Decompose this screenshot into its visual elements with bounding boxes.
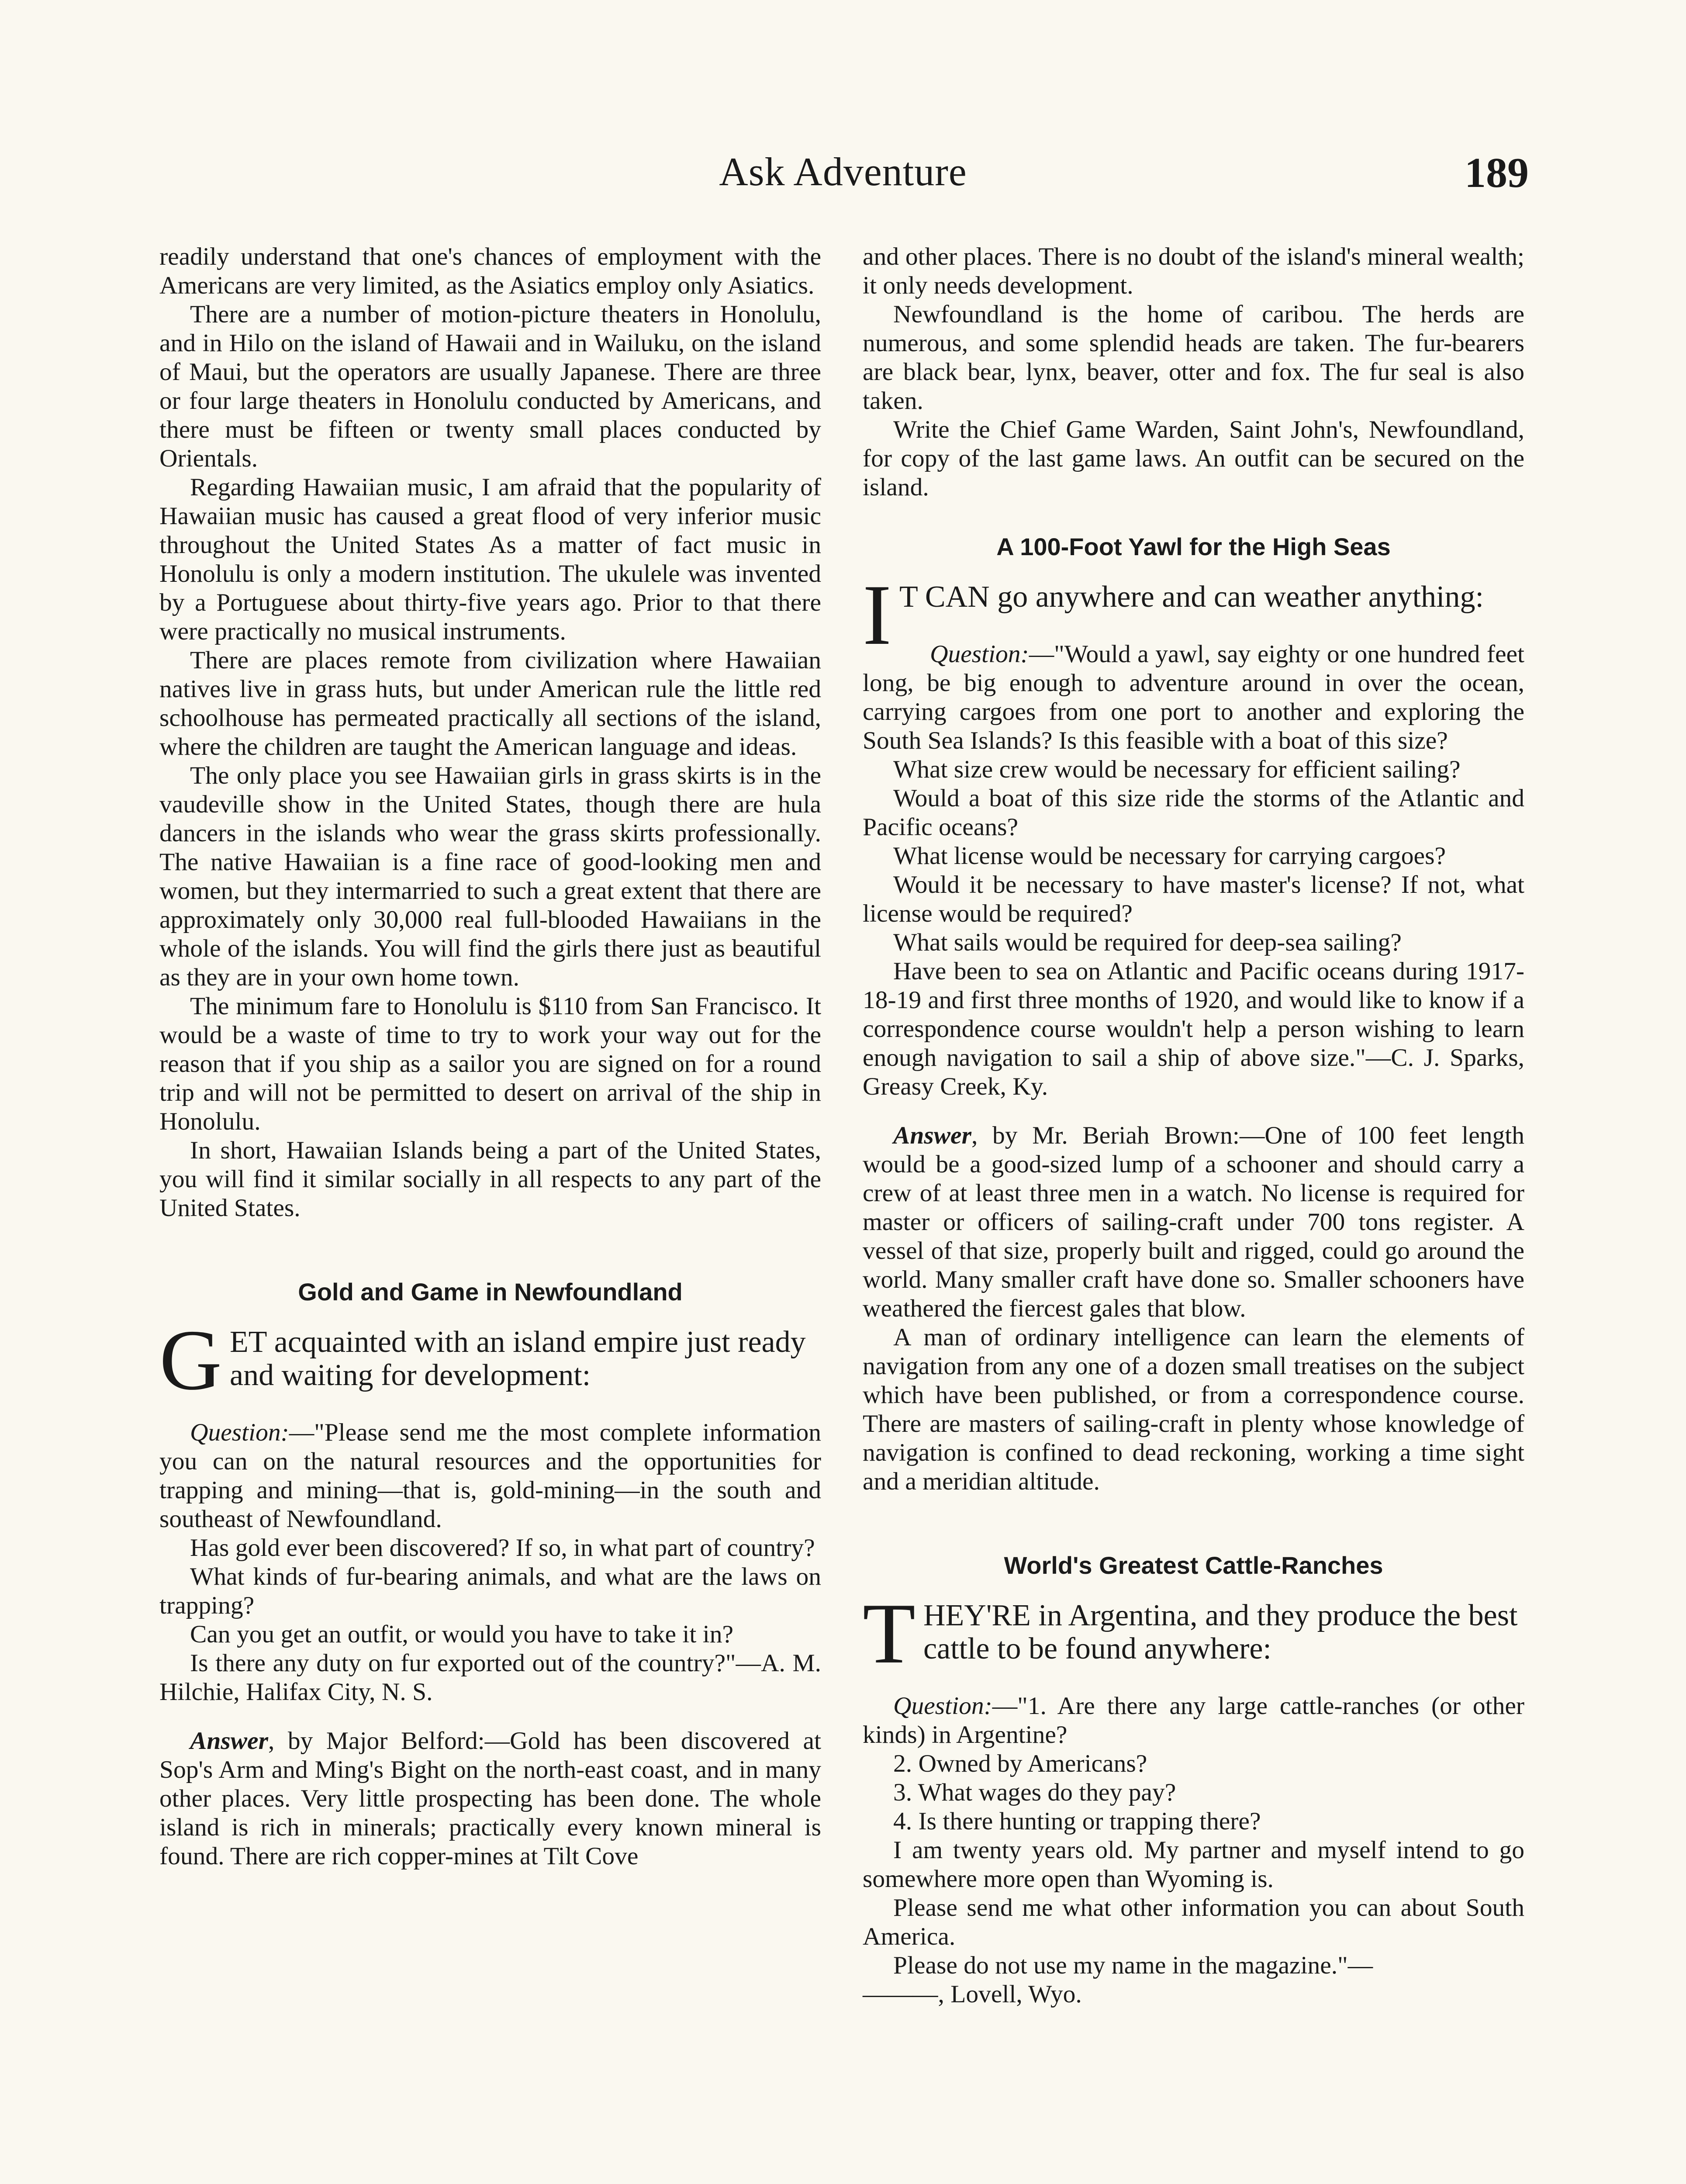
running-title: Ask Adventure	[719, 149, 967, 194]
question-line: Has gold ever been discovered? If so, in what part of country?	[190, 1534, 815, 1562]
question-line: Have been to sea on Atlantic and Pacific oceans during 1917-18-19 and first three months of 1920, and would like to know if a correspondence course wouldn't help a person wishing to learn enough navigation to sail a ship of above size."—C. J. Sparks, Greasy Creek, Ky.	[863, 957, 1524, 1100]
section-lead	[863, 1586, 1524, 1681]
paragraph: There are a number of motion-picture theaters in Honolulu, and in Hilo on the island of Hawaii and in Wailuku, on the island of Maui, but the operators are usually Japanese. There are three or four large theaters in Honolulu conducted by Americans, and there must be fifteen or twenty small places conducted by Orientals.	[159, 301, 821, 472]
question-line: I am twenty years old. My partner and myself intend to go somewhere more open than Wyoming is.	[863, 1836, 1524, 1893]
left-column	[159, 242, 821, 1871]
question-line: Would it be necessary to have master's license? If not, what license would be required?	[863, 871, 1524, 927]
paragraph: readily understand that one's chances of employment with the Americans are very limited, as the Asiatics employ only Asiatics.	[159, 243, 821, 299]
paragraph: The only place you see Hawaiian girls in grass skirts is in the vaudeville show in the United States, though there are hula dancers in the islands who wear the grass skirts professionally. The native Hawaiian is a fine race of good-looking men and women, but they intermarried to such a great extent that there are approximately only 30,000 real full-blooded Hawaiians in the whole of the islands. You will find the girls there just as beautiful as they are in your own home town.	[159, 762, 821, 991]
question-line: 3. What wages do they pay?	[893, 1779, 1176, 1806]
question-line: 2. Owned by Americans?	[893, 1750, 1147, 1777]
question-paragraph	[863, 640, 1524, 755]
lead-text: ET acquainted with an island empire just ready and waiting for development:	[230, 1325, 806, 1392]
question-line: Would a boat of this size ride the storms of the Atlantic and Pacific oceans?	[863, 784, 1524, 841]
answer-text: , by Mr. Beriah Brown:—One of 100 feet length would be a good-sized lump of a schooner and should carry a crew of at least three men in a watch. No license is required for master or officers of sailing-craft under 700 tons register. A vessel of that size, properly built and rigged, could go around the world. Many smaller craft have done so. Smaller schooners have weathered the fiercest gales that blow.	[863, 1122, 1524, 1322]
question-text: —"1. Are there any large cattle-ranches (or other kinds) in Argentine?	[863, 1692, 1524, 1749]
question-line: 4. Is there hunting or trapping there?	[893, 1807, 1261, 1835]
question-line: Please do not use my name in the magazine."—	[893, 1952, 1373, 1979]
answer-paragraph: A man of ordinary intelligence can learn the elements of navigation from any one of a dozen small treatises on the subject which have been published, or from a correspondence course. There are masters of sailing-craft in plenty whose knowledge of navigation is confined to dead reckoning, working a time sight and a meridian altitude.	[863, 1324, 1524, 1495]
question-line: Please send me what other information you can about South America.	[863, 1894, 1524, 1950]
question-line: Is there any duty on fur exported out of the country?"—A. M. Hilchie, Halifax City, N. S.	[159, 1649, 821, 1706]
paragraph: The minimum fare to Honolulu is $110 from San Francisco. It would be a waste of time to try to work your way out for the reason that if you ship as a sailor you are signed on for a round trip and will not be permitted to desert on arrival of the ship in Honolulu.	[159, 992, 821, 1135]
question-text: —"Please send me the most complete information you can on the natural resources and the opportunities for trapping and mining—that is, gold-mining—in the south and southeast of Newfoundland.	[159, 1419, 821, 1533]
question-line: What kinds of fur-bearing animals, and what are the laws on trapping?	[159, 1563, 821, 1619]
question-line: What sails would be required for deep-sea sailing?	[893, 929, 1402, 956]
answer-text: , by Major Belford:—Gold has been discovered at Sop's Arm and Ming's Bight on the north-east coast, and in many other places. Very little prospecting has been done. The whole island is rich in minerals; practically every known mineral is found. There are rich copper-mines at Tilt Cove	[159, 1727, 821, 1870]
question-line: What license would be necessary for carrying cargoes?	[893, 842, 1446, 870]
page-number: 189	[1465, 149, 1529, 197]
drop-cap: G	[159, 1312, 222, 1408]
section-heading: Gold and Game in Newfoundland	[298, 1278, 683, 1306]
question-line: What size crew would be necessary for efficient sailing?	[893, 756, 1461, 783]
page-header	[0, 149, 1686, 218]
paragraph: Regarding Hawaiian music, I am afraid that the popularity of Hawaiian music has caused a great flood of very inferior music throughout the United States As a matter of fact music in Honolulu is only a modern institution. The ukulele was invented by a Portuguese about thirty-five years ago. Prior to that there were practically no musical instruments.	[159, 473, 821, 645]
question-text: —"Would a yawl, say eighty or one hundred feet long, be big enough to adventure around in over the ocean, carrying cargoes from one port to another and exploring the South Sea Islands? Is this feasible with a boat of this size?	[863, 640, 1524, 754]
question-label: Question:	[190, 1419, 289, 1446]
right-column	[863, 242, 1524, 2009]
answer-paragraph	[159, 1727, 821, 1871]
question-label: Question:	[893, 1692, 992, 1720]
paragraph: In short, Hawaiian Islands being a part of the United States, you will find it similar socially in all respects to any part of the United States.	[159, 1137, 821, 1222]
answer-label: Answer	[190, 1727, 268, 1755]
drop-cap: I	[863, 567, 891, 663]
paragraph: Newfoundland is the home of caribou. The herds are numerous, and some splendid heads are taken. The fur-bearers are black bear, lynx, beaver, otter and fox. The fur seal is also taken.	[863, 301, 1524, 415]
question-line: ———, Lovell, Wyo.	[863, 1980, 1082, 2008]
section-lead	[159, 1312, 821, 1408]
lead-text: T CAN go anywhere and can weather anything:	[899, 580, 1484, 614]
question-paragraph	[159, 1418, 821, 1534]
section-heading: World's Greatest Cattle-Ranches	[1004, 1552, 1383, 1579]
section-heading: A 100-Foot Yawl for the High Seas	[996, 533, 1391, 560]
paragraph: and other places. There is no doubt of the island's mineral wealth; it only needs development.	[863, 243, 1524, 299]
drop-cap: T	[863, 1586, 916, 1681]
question-label: Question:	[929, 640, 1029, 668]
answer-paragraph	[863, 1121, 1524, 1323]
paragraph: Write the Chief Game Warden, Saint John's, Newfoundland, for copy of the last game laws. An outfit can be secured on the island.	[863, 416, 1524, 501]
lead-text: HEY'RE in Argentina, and they produce the best cattle to be found anywhere:	[923, 1599, 1518, 1666]
answer-label: Answer	[893, 1122, 971, 1149]
paragraph: There are places remote from civilization where Hawaiian natives live in grass huts, but under American rule the little red schoolhouse has permeated practically all sections of the island, where the children are taught the American language and ideas.	[159, 646, 821, 760]
question-paragraph	[863, 1692, 1524, 1749]
question-line: Can you get an outfit, or would you have to take it in?	[190, 1621, 733, 1648]
